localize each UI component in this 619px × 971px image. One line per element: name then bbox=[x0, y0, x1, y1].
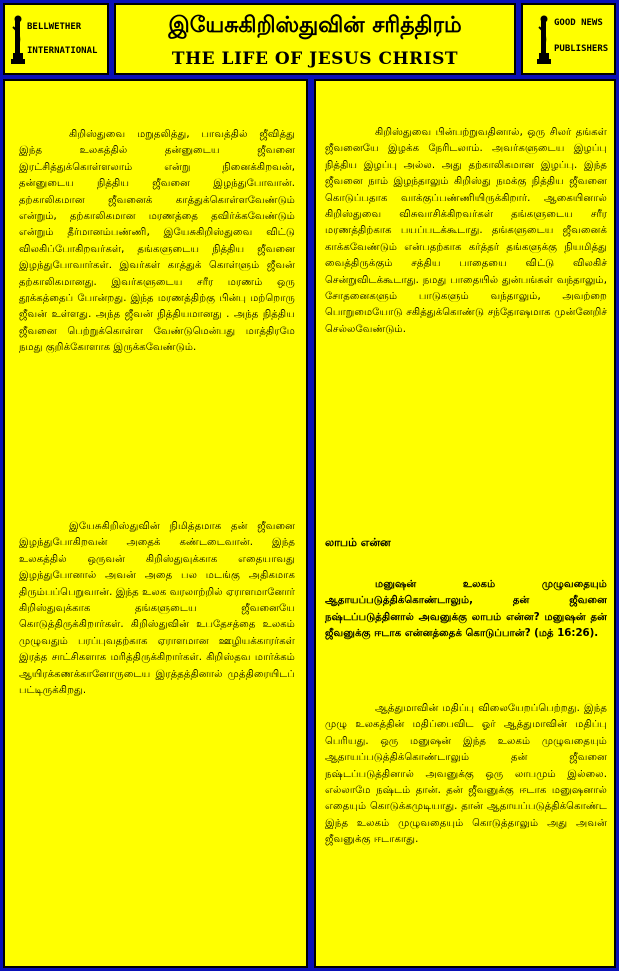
title-tamil: இயேசுகிறிஸ்துவின் சரித்திரம் bbox=[168, 13, 462, 38]
bellwether-logo-line2: INTERNATIONAL bbox=[27, 46, 98, 56]
right-column bbox=[314, 79, 616, 968]
bellwether-logo bbox=[3, 3, 109, 75]
title-english: THE LIFE OF JESUS CHRIST bbox=[171, 49, 459, 69]
bible-verse: மனுஷன் உலகம் முழுவதையும் ஆதாயப்படுத்திக்கொண்டாலும், தன் ஜீவனை நஷ்டப்படுத்தினால் அவனுக்கு லாபம் என்ன? மனுஷன் தன் ஜீவனுக்கு ஈடாக என்னத்தைக் கொடுப்பான்? (மத் 16:26). bbox=[325, 579, 607, 640]
left-paragraph-2: இயேசுகிறிஸ்துவின் நிமித்தமாக தன் ஜீவனை இழந்துபோகிறவன் அதைக் கண்டடைவான். இந்த உலகத்தில் ஒருவன் கிறிஸ்துவுக்காக எதையாவது இழந்துபோனால் அவன் அதை பல மடங்கு அதிகமாக திரும்பப்பெறுவான். இந்த உலக வரலாற்றில் ஏராளமானோர் கிறிஸ்துவுக்காக தங்களுடைய ஜீவனையே கொடுத்திருக்கிறார்கள். கிறிஸ்துவின் உபதேசத்தை உலகம் முழுவதும் பரப்புவதற்காக ஏராளமான ஊழியக்காரர்கள் இரத்த சாட்சிகளாக மரித்திருக்கிறார்கள். கிறிஸ்தவ மார்க்கம் ஆயிரக்கணக்கானோருடைய இரத்தத்தினால் முத்திரையிடப் பட்டிருக்கிறது. bbox=[19, 521, 295, 697]
good-news-logo-line1: GOOD NEWS bbox=[554, 18, 603, 28]
shepherd-icon bbox=[11, 15, 25, 65]
title-banner bbox=[114, 3, 516, 75]
shepherd-icon bbox=[537, 15, 551, 65]
left-paragraph-1: கிறிஸ்துவை மறுதலித்து, பாவத்தில் ஜீவித்து இந்த உலகத்தில் தன்னுடைய ஜீவனை இரட்சித்துக்கொள்ளலாம் என்று நினைக்கிறவன், தன்னுடைய நித்திய ஜீவனை இழந்துபோவான். தற்காலிகமான ஜீவனைக் காத்துக்கொள்ளவேண்டும் என்றும், தற்காலிகமான மரணத்தை தவிர்க்கவேண்டும் என்றும் தீர்மானம்பண்ணி, இயேசுகிறிஸ்துவை விட்டு விலகிப்போகிறவர்கள், தங்களுடைய நித்திய ஜீவனை இழந்துபோவார்கள். இவர்கள் காத்துக் கொள்ளும் ஜீவன் தற்காலிகமானது. இவர்களுடைய சரீர மரணம் ஒரு தூக்கத்தைப் போன்றது. இந்த மரணத்திற்கு பின்பு மற்றொரு ஜீவன் உள்ளது. அந்த ஜீவன் நித்தியமானது . அந்த நித்திய ஜீவனை பெற்றுக்கொள்ள வேண்டுமென்பது மாத்திரமே நமது குறிக்கோளாக இருக்கவேண்டும். bbox=[19, 129, 295, 354]
left-column bbox=[3, 79, 308, 968]
right-paragraph-2: ஆத்துமாவின் மதிப்பு விலையேறப்பெற்றது. இந்த முழு உலகத்தின் மதிப்பைவிட ஓர் ஆத்துமாவின் மதிப்பு பெரியது. ஒரு மனுஷன் இந்த உலகம் முழுவதையும் ஆதாயப்படுத்திக்கொண்டாலும் தன் ஜீவனை நஷ்டப்படுத்தினால் அவனுக்கு ஒரு லாபமும் இல்லை. எல்லாமே நஷ்டம் தான். தன் ஜீவனுக்கு ஈடாக மனுஷனால் எதையும் கொடுக்கமுடியாது. தான் ஆதாயப்படுத்திக்கொண்ட இந்த உலகம் முழுவதையும் கொடுத்தாலும் அது அவன் ஜீவனுக்கு ஈடாகாது. bbox=[325, 703, 607, 846]
right-paragraph-1: கிறிஸ்துவை பின்பற்றுவதினால், ஒரு சிலர் தங்கள் ஜீவனையே இழக்க நேரிடலாம். அவர்களுடைய இழப்பு நித்திய இழப்பு அல்ல. அது தற்காலிகமான இழப்பு. இந்த ஜீவனை நாம் இழந்தாலும் கிறிஸ்து நமக்கு நித்திய ஜீவனை கொடுப்பதாக வாக்குப்பண்ணியிருக்கிறார். ஆகையினால் கிறிஸ்துவை விசுவாசிக்கிறவர்கள் தங்களுடைய சரீர மரணத்திற்காக பயப்படக்கூடாது. தங்களுடைய ஜீவனைக் காக்கவேண்டும் என்பதற்காக கர்த்தர் தங்களுக்கு நியமித்து வைத்திருக்கும் சத்திய பாதையை விட்டு விலகிச் சென்றுவிடக்கூடாது. நமது பாதையில் துன்பங்கள் வந்தாலும், சோதனைகளும் பாடுகளும் வந்தாலும், அவற்றை பொறுமையோடு சகித்துக்கொண்டு சந்தோஷமாக முன்னேறிச் செல்லவேண்டும். bbox=[325, 127, 607, 335]
good-news-logo-line2: PUBLISHERS bbox=[554, 44, 609, 54]
section-heading: லாபம் என்ன bbox=[325, 536, 391, 549]
bellwether-logo-line1: BELLWETHER bbox=[27, 22, 82, 32]
good-news-logo bbox=[521, 3, 616, 75]
